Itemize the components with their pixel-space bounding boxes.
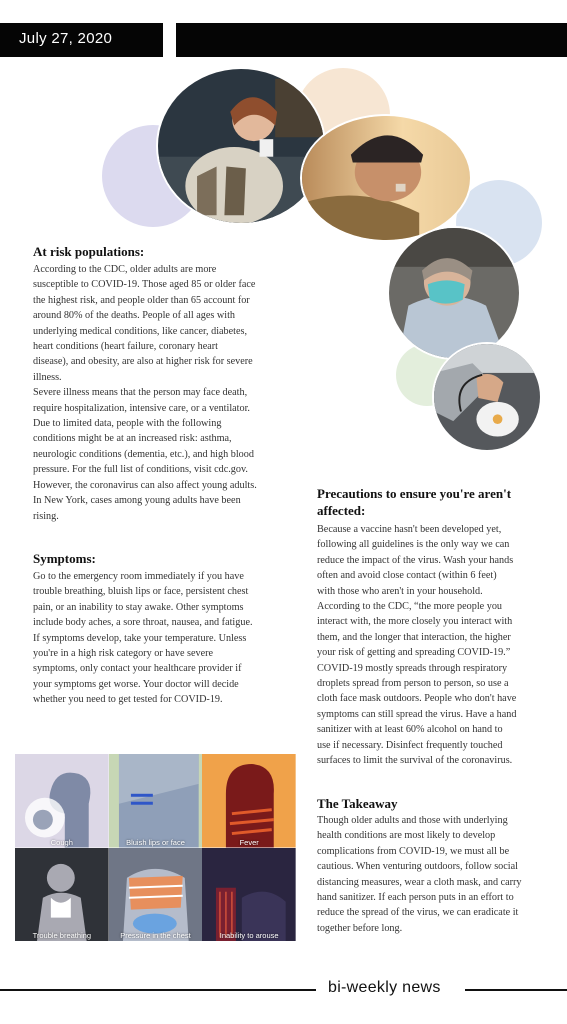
text-line: Due to limited data, people with the following [33,418,222,430]
text-line: Go to the emergency room immediately if you have [33,571,244,582]
takeaway-body [317,813,557,936]
symptoms-body [33,569,303,708]
symptom-label-fever: Fever [239,837,259,847]
symptom-tile-chest-pressure [109,848,203,942]
text-line: heart conditions (heart failure, coronary heart [33,341,218,353]
footer-rule-right [465,989,567,991]
text-line: often and avoid close contact (within 6 feet) [317,570,497,582]
text-line: rising. [33,510,59,522]
older-man-in-beanie-photo [300,114,472,242]
text-line: cloth face mask outdoors. People who don't have [317,693,517,705]
symptom-label-inability-to-arouse: Inability to arouse [219,931,279,940]
text-line: your risk of getting and spreading COVID-19.” [317,647,511,659]
text-line: distancing measures, wear a cloth mask, and carry [317,876,522,888]
text-line: illness. [33,371,62,383]
header-date-bar [0,23,163,57]
footer-publication-name: bi-weekly news [328,979,441,996]
text-line: However, the coronavirus can also affect young adults. [33,479,257,491]
issue-date: July 27, 2020 [19,30,113,47]
symptom-label-bluish-lips: Bluish lips or face [126,837,185,847]
symptom-label-chest-pressure: Pressure in the chest [120,931,191,940]
text-line: Because a vaccine hasn't been developed yet, [317,524,502,535]
precautions-body [317,522,557,769]
text-line: Severe illness means that the person may face death, [33,387,248,399]
text-line: trouble breathing, bluish lips or face, persistent chest [33,586,249,598]
symptom-tile-inability-to-arouse [202,848,296,942]
text-line: cautious. When venturing outdoors, follow social [317,861,518,873]
hand-holding-mask-photo [432,342,542,452]
text-line: your symptoms get worse. Your doctor will decide [33,678,239,690]
symptom-label-cough: Cough [50,837,73,847]
text-line: In New York, cases among young adults have been [33,495,241,507]
text-line: According to the CDC, older adults are more [33,264,217,275]
text-line: If symptoms develop, take your temperature. Unless [33,632,247,644]
text-line: underlying medical conditions, like cancer, diabetes, [33,325,248,337]
text-line: disease), and obesity, are also at higher risk for severe [33,356,253,368]
precautions-title-line-1: Precautions to ensure you're aren't [317,486,512,501]
text-line: reduce the impact of the virus. Wash your hands [317,554,514,566]
symptom-tile-cough [15,754,109,848]
text-line: hand sanitizer. If each person puts in an effort to [317,892,514,904]
text-line: them, and the longer that interaction, the higher [317,631,511,643]
text-line: pain, or an inability to stay awake. Other symptoms [33,601,244,613]
text-line: symptoms can still spread the virus. Have a hand [317,708,517,720]
text-line: require hospitalization, intensive care, or a ventilator. [33,402,250,414]
at-risk-title: At risk populations: [33,244,145,259]
older-woman-with-tissue-photo [156,67,326,225]
text-line: susceptible to COVID-19. Those aged 85 or older face [33,279,256,291]
symptom-tile-trouble-breathing [15,848,109,942]
text-line: symptoms, only contact your healthcare provider if [33,663,242,675]
text-line: around 80% of the deaths. People of all ages with [33,310,235,322]
text-line: reduce the spread of the virus, we can eradicate it [317,907,519,919]
text-line: Though older adults and those with underlying [317,815,508,826]
older-woman-with-mask-photo [387,226,521,360]
text-line: conditions might be at an increased risk: asthma, [33,433,232,445]
text-line: surfaces to limit the survival of the coronavirus. [317,755,513,767]
symptom-tile-bluish-lips [109,754,203,848]
text-line: neurologic conditions (dementia, etc.), and high blood [33,448,254,460]
text-line: the highest risk, and people older than 65 account for [33,294,250,306]
footer-rule-left [0,989,316,991]
text-line: whether you need to get tested for COVID-19. [33,694,223,706]
header-bar [176,23,567,57]
text-line: health conditions are most likely to develop [317,830,496,842]
text-line: following all guidelines is the only way we can [317,539,510,551]
text-line: include body aches, a sore throat, nausea, and fatigue. [33,617,253,629]
symptom-label-trouble-breathing: Trouble breathing [32,931,92,940]
text-line: interact with, the more closely you interact with [317,616,513,628]
text-line: pressure. For the full list of conditions, visit cdc.gov. [33,464,248,476]
takeaway-title: The Takeaway [317,796,398,811]
precautions-title [317,485,511,519]
text-line: droplets spread from person to person, so use a [317,678,509,690]
symptoms-title: Symptoms: [33,551,96,566]
symptom-illustration-grid [15,754,296,941]
text-line: According to the CDC, “the more people you [317,601,503,613]
text-line: use if necessary. Disinfect frequently touched [317,739,503,751]
text-line: you're in a high risk category or have severe [33,648,214,660]
text-line: together before long. [317,922,403,934]
symptom-tile-fever [202,754,296,848]
text-line: with those who aren't in your household. [317,585,483,597]
at-risk-body [33,262,303,524]
text-line: sanitizer with at least 60% alcohol on hand to [317,724,503,736]
precautions-title-line-2: affected: [317,503,366,518]
text-line: complications from COVID-19, we must all be [317,845,510,857]
text-line: COVID-19 mostly spreads through respiratory [317,662,508,674]
